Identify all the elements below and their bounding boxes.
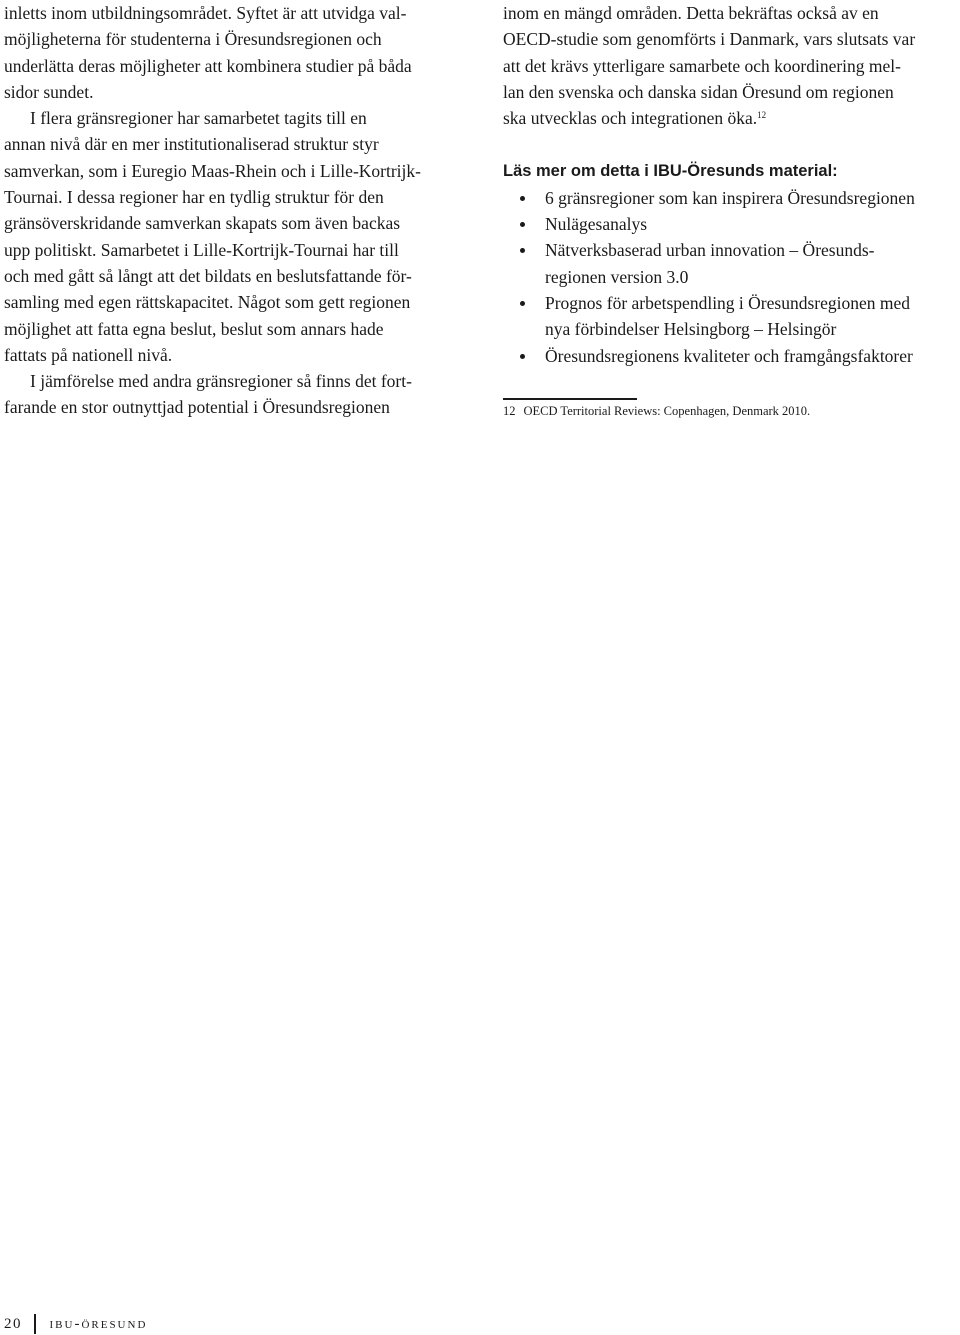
bullet-icon <box>520 196 525 201</box>
list-item-line: Nulägesanalys <box>545 214 648 235</box>
body-line: gränsöverskridande samverkan skapats som även backas <box>4 213 401 234</box>
bullet-icon <box>520 248 525 253</box>
list-item <box>503 211 959 237</box>
page-number: 20 <box>4 1315 22 1332</box>
body-line: OECD-studie som genomförts i Danmark, vars slutsats var <box>503 29 916 50</box>
body-line: I jämförelse med andra gränsregioner så finns det fort- <box>30 371 412 392</box>
body-line: möjlighet att fatta egna beslut, beslut som annars hade <box>4 318 384 339</box>
materials-heading: Läs mer om detta i IBU-Öresunds material: <box>503 162 838 181</box>
footnote-divider <box>503 398 637 400</box>
body-line: samverkan, som i Euregio Maas-Rhein och i Lille-Kortrijk- <box>4 160 421 181</box>
page-footer <box>4 1313 147 1335</box>
body-line: underlätta deras möjligheter att kombinera studier på båda <box>4 55 412 76</box>
body-line <box>503 105 959 131</box>
left-column <box>4 0 464 421</box>
body-line: fattats på nationell nivå. <box>4 344 173 365</box>
list-item <box>503 237 959 290</box>
footnote-text: OECD Territorial Reviews: Copenhagen, Denmark 2010. <box>523 404 811 418</box>
list-item <box>503 343 959 369</box>
body-line: inom en mängd områden. Detta bekräftas också av en <box>503 3 879 23</box>
body-line: farande en stor outnyttjad potential i Öresundsregionen <box>4 397 390 418</box>
body-line: möjligheterna för studenterna i Öresundsregionen och <box>4 29 382 50</box>
publication-name: ibu-öresund <box>49 1315 148 1332</box>
list-item-line: Öresundsregionens kvaliteter och framgångsfaktorer <box>545 345 913 366</box>
list-item-line: regionen version 3.0 <box>545 266 689 287</box>
body-line: lan den svenska och danska sidan Öresund om regionen <box>503 81 894 102</box>
body-line: att det krävs ytterligare samarbete och koordinering mel- <box>503 55 901 76</box>
body-line: inletts inom utbildningsområdet. Syftet är att utvidga val- <box>4 3 407 23</box>
body-line: upp politiskt. Samarbetet i Lille-Kortrijk-Tournai har till <box>4 239 399 260</box>
body-line: I flera gränsregioner har samarbetet tagits till en <box>30 108 367 129</box>
bullet-icon <box>520 354 525 359</box>
footnote <box>503 403 810 419</box>
body-line: samling med egen rättskapacitet. Något som gett regionen <box>4 292 411 313</box>
body-line: Tournai. I dessa regioner har en tydlig struktur för den <box>4 187 384 208</box>
list-item-line: Nätverksbaserad urban innovation – Öresunds- <box>545 240 875 261</box>
list-item <box>503 185 959 211</box>
list-item <box>503 290 959 343</box>
body-line: sidor sundet. <box>4 81 94 102</box>
footnote-reference[interactable]: 12 <box>757 110 767 121</box>
bullet-icon <box>520 222 525 227</box>
materials-list <box>503 185 959 369</box>
body-line-text: ska utvecklas och integrationen öka. <box>503 108 758 129</box>
list-item-line: nya förbindelser Helsingborg – Helsingör <box>545 319 837 340</box>
list-item-line: 6 gränsregioner som kan inspirera Öresundsregionen <box>545 187 915 208</box>
footer-divider <box>34 1314 36 1334</box>
right-column <box>503 0 959 369</box>
bullet-icon <box>520 301 525 306</box>
body-line: annan nivå där en mer institutionaliserad struktur styr <box>4 134 379 155</box>
body-line: och med gått så långt att det bildats en beslutsfattande för- <box>4 265 412 286</box>
footnote-number: 12 <box>503 404 516 418</box>
list-item-line: Prognos för arbetspendling i Öresundsregionen med <box>545 292 910 313</box>
